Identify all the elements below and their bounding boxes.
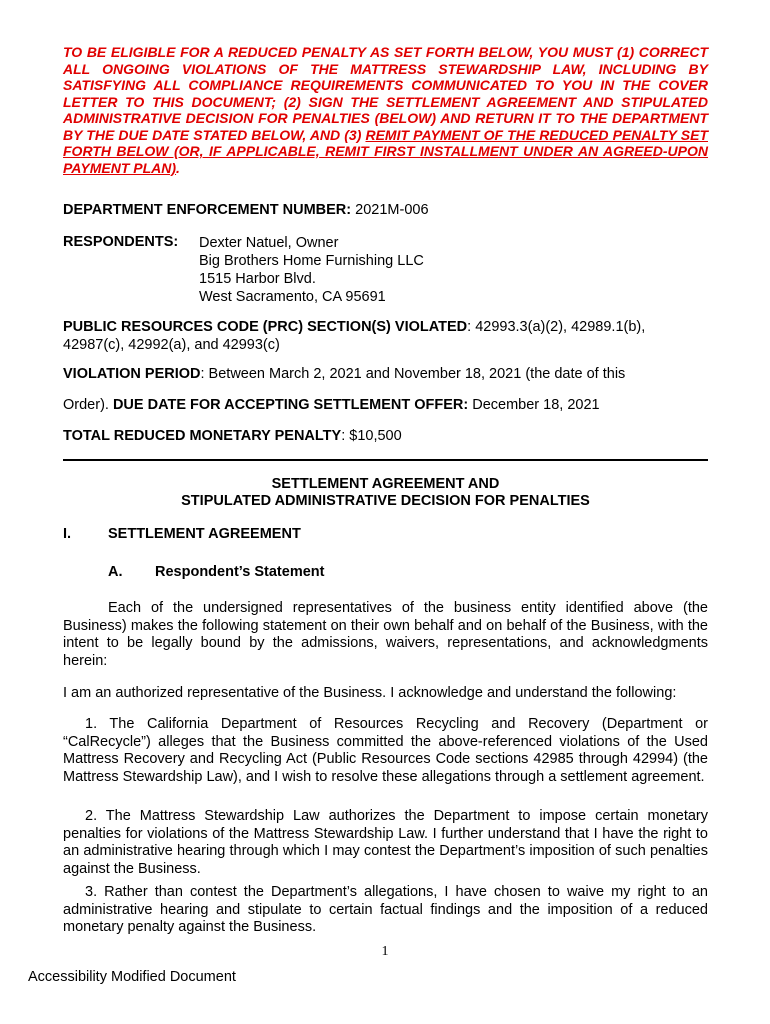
respondents-label: RESPONDENTS: (63, 234, 179, 250)
warning-end: . (176, 159, 180, 176)
violation-period (63, 365, 625, 383)
respondent-line: West Sacramento, CA 95691 (199, 289, 386, 305)
prc-value: : 42993.3(a)(2), 42989.1(b), 42987(c), 42992(a), and 42993(c) (63, 319, 646, 353)
subsection-title: Respondent’s Statement (155, 564, 325, 580)
warning-text: TO BE ELIGIBLE FOR A REDUCED PENALTY AS SET FORTH BELOW, YOU MUST (1) CORRECT ALL ONGOING VIOLATIONS OF THE MATTRESS STEWARDSHIP LAW, INCLUDING BY SATISFYING ALL COMPLIANCE REQUIREMENTS COMMUNICATED TO YOU IN THE COVER LETTER TO THIS DOCUMENT; (2) SIGN THE SETTLEMENT AGREEMENT AND STIPULATED ADMINISTRATIVE DECISION FOR PENALTIES (BELOW) AND RETURN IT TO THE DEPARTMENT BY THE DUE DATE STATED BELOW, AND (3) (63, 44, 708, 143)
violation-period-label: VIOLATION PERIOD (63, 366, 201, 382)
respondent-line: Big Brothers Home Furnishing LLC (199, 253, 424, 269)
footer-note: Accessibility Modified Document (28, 969, 236, 985)
numbered-paragraph-3: 3. Rather than contest the Department’s allegations, I have chosen to waive my right to an administrative hearing and stipulate to certain factual findings and the imposition of a reduced monetary penalty against the Business. (63, 884, 708, 935)
section-title: SETTLEMENT AGREEMENT (108, 526, 301, 542)
violation-period-value: : Between March 2, 2021 and November 18, 2021 (the date of this (200, 366, 626, 382)
due-date-prefix: Order). (63, 397, 113, 413)
enforcement-value: 2021M-006 (355, 202, 429, 218)
eligibility-warning (63, 44, 708, 176)
section-number: I. (63, 526, 72, 542)
due-date-value: December 18, 2021 (468, 397, 600, 413)
numbered-paragraph-1: 1. The California Department of Resources Recycling and Recovery (Department or “CalRecycle”) alleges that the Business committed the above-referenced violations of the Used Mattress Recovery and Recycling Act (Public Resources Code sections 42985 through 42994) (the Mattress Stewardship Law), and I wish to resolve these allegations through a settlement agreement. (63, 716, 708, 785)
page-number: 1 (381, 944, 389, 959)
prc-sections (63, 318, 708, 354)
due-date-label: DUE DATE FOR ACCEPTING SETTLEMENT OFFER: (112, 397, 469, 413)
total-penalty (63, 427, 402, 445)
doc-title-line2: STIPULATED ADMINISTRATIVE DECISION FOR PENALTIES (181, 493, 590, 509)
intro-paragraph: Each of the undersigned representatives of the business entity identified above (the Business) makes the following statement on their own behalf and on behalf of the Business, with the intent to be legally bound by the admissions, waivers, representations, and acknowledgments herein: (63, 600, 708, 669)
enforcement-label: DEPARTMENT ENFORCEMENT NUMBER: (63, 202, 352, 218)
respondents-block (199, 234, 424, 306)
subsection-letter: A. (108, 564, 123, 580)
numbered-paragraph-2: 2. The Mattress Stewardship Law authorizes the Department to impose certain monetary penalties for violations of the Mattress Stewardship Law. I further understand that I have the right to an administrative hearing through which I may contest the Department’s imposition of such penalties against the Business. (63, 808, 708, 877)
penalty-value: : $10,500 (341, 428, 402, 444)
doc-title-line1: SETTLEMENT AGREEMENT AND (271, 476, 500, 492)
warning-underlined-text: REMIT PAYMENT OF THE REDUCED PENALTY SET FORTH BELOW (OR, IF APPLICABLE, REMIT FIRST INSTALLMENT UNDER AN AGREED-UPON PAYMENT PLAN) (63, 126, 708, 176)
respondent-line: Dexter Natuel, Owner (199, 235, 339, 251)
enforcement-number (63, 201, 429, 219)
penalty-label: TOTAL REDUCED MONETARY PENALTY (63, 428, 342, 444)
horizontal-divider (63, 459, 708, 461)
respondent-line: 1515 Harbor Blvd. (199, 271, 316, 287)
acknowledgment-paragraph: I am an authorized representative of the Business. I acknowledge and understand the following: (63, 685, 677, 701)
due-date (63, 396, 600, 414)
prc-label: PUBLIC RESOURCES CODE (PRC) SECTION(S) VIOLATED (63, 319, 468, 335)
